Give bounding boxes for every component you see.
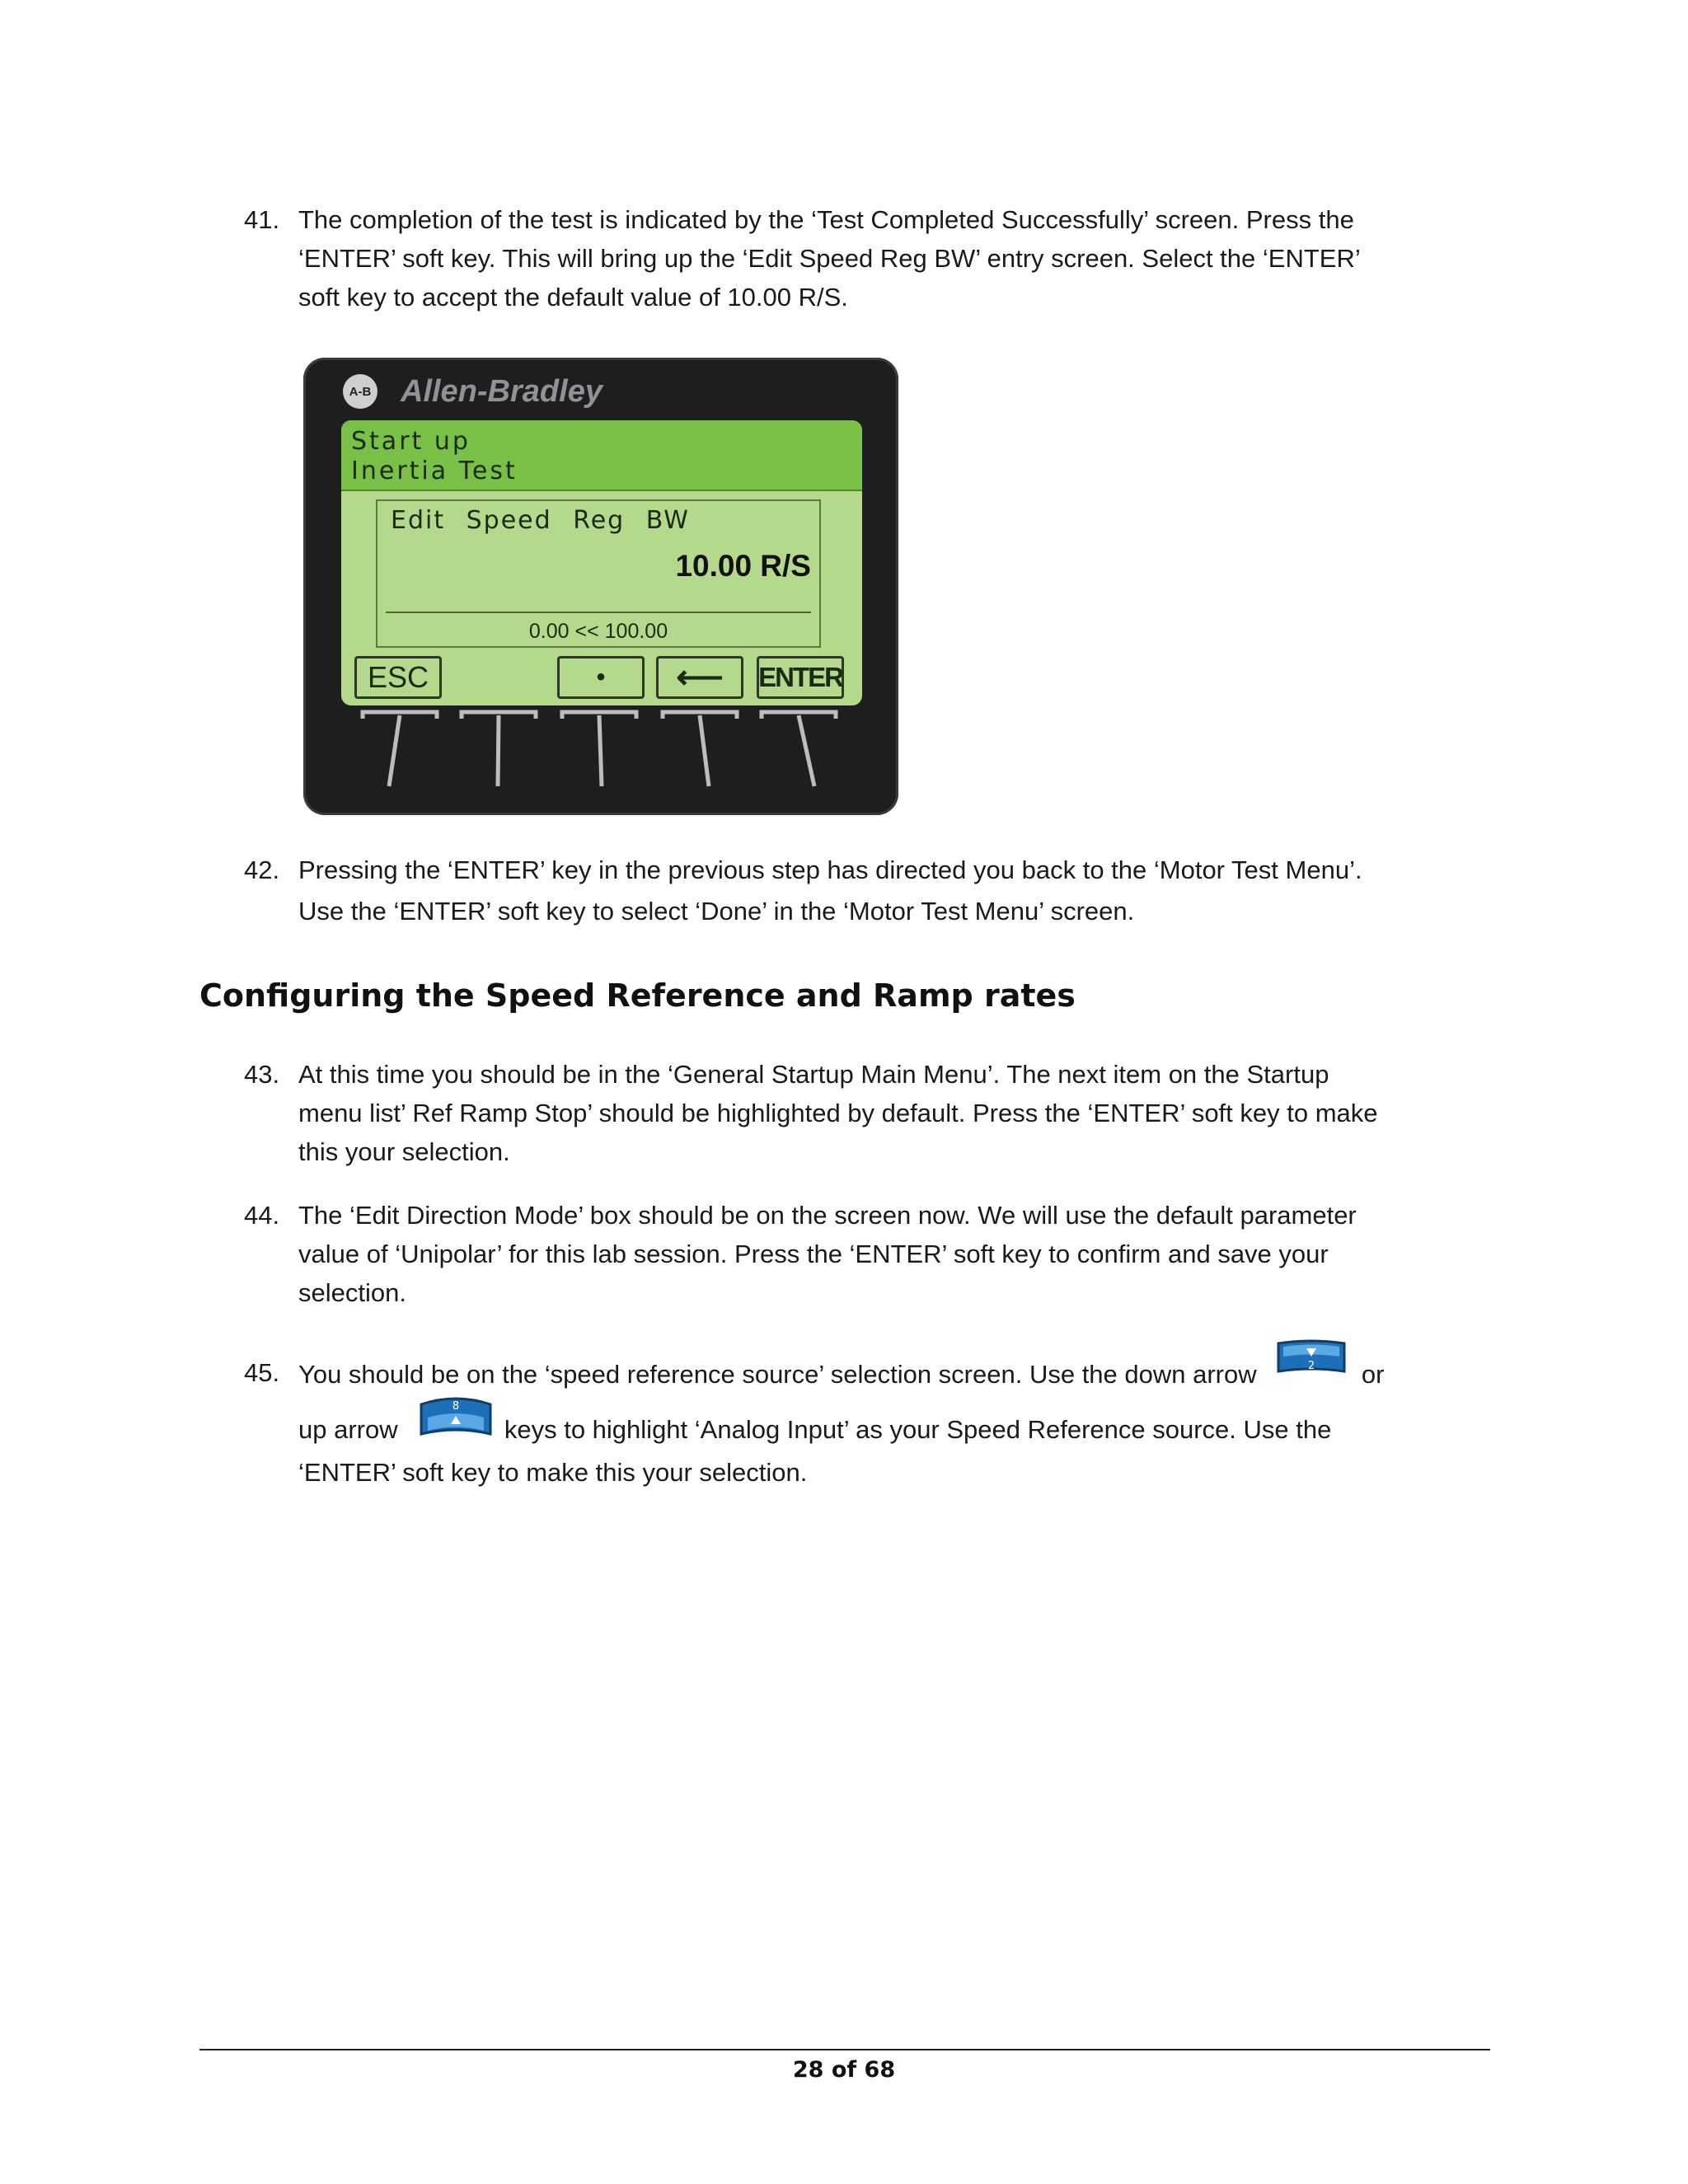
leg-line bbox=[498, 715, 499, 786]
step-line: this your selection. bbox=[298, 1137, 510, 1166]
leg-line bbox=[799, 715, 814, 786]
step-line: At this time you should be in the ‘General Startup Main Menu’. The next item on the Startup bbox=[298, 1060, 1329, 1089]
edit-box bbox=[376, 499, 821, 648]
step-line-text: or bbox=[1361, 1360, 1385, 1390]
step-line: The completion of the test is indicated by the ‘Test Completed Successfully’ screen. Press the bbox=[298, 205, 1354, 234]
enter-softkey: ENTER bbox=[757, 656, 844, 699]
step-number: 45. bbox=[244, 1358, 280, 1387]
edit-divider bbox=[386, 612, 811, 613]
step-number: 42. bbox=[244, 855, 280, 884]
back-arrow-softkey: ⟵ bbox=[656, 656, 743, 699]
step-number: 43. bbox=[244, 1060, 280, 1089]
section-heading: Configuring the Speed Reference and Ramp rates bbox=[199, 977, 1076, 1014]
step-text bbox=[298, 1347, 1485, 1493]
up-arrow-key-label: 8 bbox=[452, 1400, 460, 1413]
step-line-text: keys to highlight ‘Analog Input’ as your Speed Reference source. Use the bbox=[504, 1415, 1332, 1445]
step-line-text: You should be on the ‘speed reference source’ selection screen. Use the down arrow bbox=[298, 1360, 1257, 1390]
edit-label: Edit Speed Reg BW bbox=[391, 506, 690, 535]
step-line bbox=[298, 1347, 1485, 1399]
step-line: ‘ENTER’ soft key to make this your selection. bbox=[298, 1458, 808, 1487]
lcd-header-line-2: Inertia Test bbox=[351, 457, 518, 485]
lcd-header bbox=[341, 420, 862, 491]
step-line: menu list’ Ref Ramp Stop’ should be highlighted by default. Press the ‘ENTER’ soft key to make bbox=[298, 1099, 1378, 1127]
down-arrow-key-icon bbox=[1275, 1338, 1348, 1398]
step-text bbox=[298, 200, 1485, 316]
step-number: 41. bbox=[244, 205, 280, 234]
step-line: soft key to accept the default value of 10.00 R/S. bbox=[298, 283, 848, 312]
step-line: ‘ENTER’ soft key. This will bring up the ‘Edit Speed Reg BW’ entry screen. Select the ‘ENTER’ bbox=[298, 244, 1361, 273]
esc-softkey: ESC bbox=[354, 656, 442, 699]
lcd-header-line-1: Start up bbox=[351, 427, 471, 456]
step-line: selection. bbox=[298, 1278, 406, 1307]
softkey-legs-graphic bbox=[303, 705, 898, 815]
page-number: 28 of 68 bbox=[792, 2057, 896, 2083]
him-keypad-image bbox=[303, 358, 898, 815]
step-line: Use the ‘ENTER’ soft key to select ‘Done’ in the ‘Motor Test Menu’ screen. bbox=[298, 897, 1135, 926]
step-line bbox=[298, 1399, 1485, 1452]
step-text bbox=[298, 850, 1485, 932]
edit-value: 10.00 R/S bbox=[675, 549, 811, 583]
edit-range: 0.00 << 100.00 bbox=[528, 620, 668, 643]
lcd-screen bbox=[341, 420, 862, 705]
step-number: 44. bbox=[244, 1201, 280, 1230]
leg-line bbox=[599, 715, 602, 786]
leg-line bbox=[389, 715, 400, 786]
step-line: The ‘Edit Direction Mode’ box should be on the screen now. We will use the default parameter bbox=[298, 1201, 1357, 1230]
dot-softkey: • bbox=[557, 656, 645, 699]
up-arrow-key-icon bbox=[418, 1393, 494, 1457]
brand-logo: Allen-Bradley bbox=[401, 374, 603, 409]
step-line: value of ‘Unipolar’ for this lab session. Press the ‘ENTER’ soft key to confirm and save your bbox=[298, 1240, 1329, 1268]
footer-rule bbox=[199, 2049, 1490, 2050]
step-line: Pressing the ‘ENTER’ key in the previous step has directed you back to the ‘Motor Test Menu’. bbox=[298, 855, 1362, 884]
leg-line bbox=[700, 715, 709, 786]
step-text bbox=[298, 1196, 1485, 1312]
ab-logo: A-B bbox=[343, 374, 377, 409]
step-line-text: up arrow bbox=[298, 1415, 398, 1445]
step-text bbox=[298, 1055, 1485, 1171]
down-arrow-key-label: 2 bbox=[1308, 1360, 1315, 1372]
